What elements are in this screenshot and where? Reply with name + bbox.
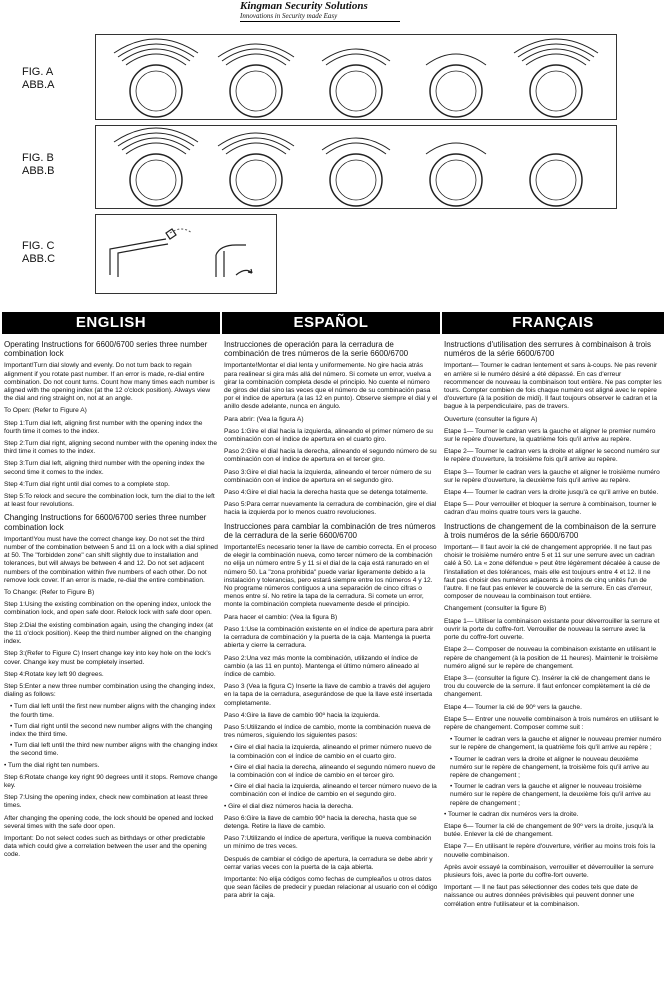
fig-b-subtitle: ABB.B <box>22 165 55 177</box>
brand-tagline: Innovations in Security made Easy <box>240 12 338 20</box>
espanol-change-step-2: Paso 2:Una vez más monte la combinación, utilizando el índice de cambio (a las 11 en punto). Mantenga el último número alineado al índice de cambio. <box>224 654 419 678</box>
espanol-step-4: Paso 4:Gire el dial hacia la derecha hasta que se detenga totalmente. <box>224 489 428 497</box>
english-step-4: Step 4:Turn dial right until dial comes to a complete stop. <box>4 480 170 488</box>
espanol-step-1: Paso 1:Gire el dial hacia la izquierda, alineando el primer número de su combinación con el índice de apertura en el cuarto giro. <box>224 427 433 444</box>
english-to-open: To Open: (Refer to Figure A) <box>4 407 87 415</box>
rotation-arrows <box>114 128 486 154</box>
fig-c-title: FIG. C <box>22 240 55 252</box>
francais-change-step-4: Etape 4— Tourner la clé de 90º vers la gauche. <box>444 703 582 711</box>
francais-change-step-2: Etape 2— Composer de nouveau la combinaison existante en utilisant le repère de changement (à la position de 11 heures). Maintenir le troisième numéro aligné sur le repère de changement. <box>444 646 658 670</box>
francais-to-open: Ouverture (consulter la figure A) <box>444 415 538 423</box>
espanol-change-step-3: Paso 3 (Vea la figura C) Inserte la llave de cambio a través del agujero en la tapa de la cerradura, asegurándose de que la llave esté insertada completamente. <box>224 683 433 707</box>
espanol-bullet-1: • Gire el dial hacia la izquierda, alineando el primer número nuevo de la combinación con el índice de cambio en el cuarto giro. <box>230 744 432 760</box>
brand-name: Kingman Security Solutions <box>240 0 368 12</box>
english-change-important: Important!You must have the correct change key. Do not set the third number of the combination between 5 and 11 on a lock with a dial splined at 50. The "forbidden zone" can shift slightly due to installation and tolerances, but will always be between 4 and 12. Do not set adjacent numbers of the combination within five numbers of each other. Do not remove lock cover. If an error is made, re-dial the entire combination. <box>4 535 218 584</box>
espanol-to-open: Para abrir: (Vea la figura A) <box>224 415 304 423</box>
english-after-change: After changing the opening code, the lock should be opened and locked several times with the safe door open. <box>4 814 214 830</box>
espanol-change-important: Importante!Es necesario tener la llave de cambio correcta. En el proceso de elegir la combinación nueva, como tercer número de la combinación no elija un número entre 5 y 11 si el dial de la caja está ranurado en el número 50. La "zona prohibida" puede variar ligeramente debido a la instalación y tolerancias, pero estará siempre entre los números 4 y 12. No programe números contiguos a una separación de cinco cifras o menos entre sí. No retire la tapa de la cerradura. Si comete un error, monte la combinación completa nuevamente desde el principio. <box>224 544 437 609</box>
english-bullet-3: • Turn dial left until the third new number aligns with the changing index the second time. <box>10 742 218 758</box>
fig-a-label <box>22 66 54 92</box>
change-key-icon <box>110 229 252 277</box>
english-change-step-3: Step 3:(Refer to Figure C) Insert change key into key hole on the lock's cover. Change key must be completely inserted. <box>4 650 211 666</box>
espanol-to-change: Para hacer el cambio: (Vea la figura B) <box>224 613 338 621</box>
english-bullet-2: • Turn dial right until the second new number aligns with the changing index the third time. <box>10 722 213 738</box>
espanol-change-step-5: Paso 5:Utilizando el índice de cambio, monte la combinación nueva de tres números, siguiendo los siguientes pasos: <box>224 723 431 740</box>
francais-bullet-2: • Tourner le cadran vers la droite et aligner le nouveau deuxième numéro sur le repère de changement, la troisième fois qu'il arrive au repère de changement ; <box>450 755 649 779</box>
francais-change-step-7: Etape 7— En utilisant le repère d'ouverture, vérifier au moins trois fois la nouvelle combinaison. <box>444 843 656 859</box>
english-heading: ENGLISH <box>2 312 220 334</box>
francais-operating-heading: Instructions d'utilisation des serrures à combinaison à trois numéros de la série 6600/6700 <box>444 340 651 359</box>
espanol-changing-heading: Instrucciones para cambiar la combinación de tres números de la cerradura de la serie 6600/6700 <box>224 521 436 540</box>
espanol-column <box>224 340 438 998</box>
espanol-bullet-3: • Gire el dial hacia la izquierda, alineando el tercer número nuevo de la combinación con el índice de cambio en el segundo giro. <box>230 783 437 799</box>
francais-important: Important— Tourner le cadran lentement et sans à-coups. Ne pas revenir en arrière si le numéro désiré a été dépassé. En cas d'erreur recommencer de nouveau la combinaison tout entière. Ne pas compter les tours. Compter combien de fois chaque numéro est aligné avec le repère d'ouverture (à la position de midi). Il faut toujours observer le cadran et la bague à la perpendiculaire, pas de travers. <box>444 362 662 411</box>
english-step-1: Step 1:Turn dial left, aligning first number with the opening index the fourth time it comes to the index. <box>4 419 203 435</box>
english-step-5: Step 5:To relock and secure the combination lock, turn the dial to the left at least four revolutions. <box>4 493 215 509</box>
francais-change-step-5: Etape 5— Entrer une nouvelle combinaison à trois numéros en utilisant le repère de changement. Composer comme suit : <box>444 715 659 731</box>
english-change-step-1: Step 1:Using the existing combination on the opening index, unlock the combination lock, and open safe door. Relock lock with safe door open. <box>4 601 212 617</box>
figure-b <box>95 125 617 209</box>
english-step-2: Step 2:Turn dial right, aligning second number with the opening index the third time it comes to the index. <box>4 440 218 456</box>
english-important: Important!Turn dial slowly and evenly. Do not turn back to regain alignment if you rotate past number. If an error is made, re-dial entire combination. Do not count turns. Count how many times each number is aligned with the opening index (at the 12 o'clock position). Always view the dial and ring straight on, not at an angle. <box>4 362 215 403</box>
change-key-illustration <box>96 215 276 293</box>
espanol-important-codes: Importante: No elija códigos como fechas de cumpleaños u otros datos que sean fáciles de predecir y puedan relacionar al usuario con el código para abrir la caja. <box>224 875 438 900</box>
francais-change-step-1: Etape 1— Utiliser la combinaison existante pour déverrouiller la serrure et ouvrir la porte du coffre-fort. Verrouiller de nouveau la serrure avec la porte du coffre-fort ouverte. <box>444 617 660 642</box>
espanol-heading: ESPAÑOL <box>222 312 440 334</box>
english-operating-heading: Operating Instructions for 6600/6700 series three number combination lock <box>4 340 208 359</box>
fig-c-label <box>22 240 55 266</box>
english-step-3: Step 3:Turn dial left, aligning third number with the opening index the second time it comes to the index. <box>4 460 205 476</box>
english-important-codes: Important: Do not select codes such as birthdays or other predictable data which could give a correlation between the user and the opening code. <box>4 834 207 859</box>
francais-column <box>444 340 662 998</box>
fig-a-subtitle: ABB.A <box>22 79 55 91</box>
francais-important-codes: Important — Il ne faut pas sélectionner des codes tels que date de naissance ou autres données prévisibles qui peuvent donner une corrélation entre l'utilisateur et la combinaison. <box>444 884 638 908</box>
espanol-after-change: Después de cambiar el código de apertura, la cerradura se debe abrir y cerrar varias veces con la puerta de la caja abierta. <box>224 855 433 871</box>
english-bullet-1: • Turn dial left until the first new number aligns with the changing index the fourth time. <box>10 703 216 719</box>
francais-step-4: Etape 4— Tourner le cadran vers la droite jusqu'à ce qu'il arrive en butée. <box>444 489 659 497</box>
espanol-bullet-4: • Gire el dial diez números hacia la derecha. <box>224 802 354 810</box>
rotation-arrows <box>114 39 598 65</box>
english-column <box>4 340 218 998</box>
english-change-step-7: Step 7:Using the opening index, check new combination at least three times. <box>4 794 208 810</box>
espanol-step-5: Paso 5:Para cerrar nuevamente la cerradura de combinación, gire el dial hacia la izquierda por lo menos cuatro revoluciones. <box>224 501 437 517</box>
english-change-step-6: Step 6:Rotate change key right 90 degrees until it stops. Remove change key. <box>4 773 218 789</box>
dial-icon <box>130 65 582 117</box>
espanol-change-step-7: Paso 7:Utilizando el índice de apertura, verifique la nueva combinación un mínimo de tres veces. <box>224 835 432 851</box>
espanol-operating-heading: Instrucciones de operación para la cerradura de combinación de tres números de la serie 6600/6700 <box>224 340 409 359</box>
francais-bullet-4: • Tourner le cadran dix numéros vers la droite. <box>444 810 579 818</box>
figure-a <box>95 34 617 120</box>
fig-a-title: FIG. A <box>22 66 54 78</box>
figure-a-dials <box>96 35 616 119</box>
francais-change-step-6: Etape 6— Tourner la clé de changement de 90º vers la droite, jusqu'à la butée. Enlever la clé de changement. <box>444 822 654 839</box>
english-change-step-4: Step 4:Rotate key left 90 degrees. <box>4 670 104 678</box>
figure-c <box>95 214 277 294</box>
logo-underline <box>240 21 400 22</box>
espanol-change-step-6: Paso 6:Gire la llave de cambio 90º hacia la derecha, hasta que se detenga. Retire la llave de cambio. <box>224 814 417 830</box>
francais-bullet-1: • Tourner le cadran vers la gauche et aligner le nouveau premier numéro sur le repère de changement, la quatrième fois qu'il arrive au repère ; <box>450 736 662 752</box>
francais-to-change: Changement (consulter la figure B) <box>444 605 547 613</box>
espanol-step-2: Paso 2:Gire el dial hacia la derecha, alineando el segundo número de su combinación con el índice de apertura en el tercer giro. <box>224 448 437 464</box>
espanol-important: Importante!Montar el dial lenta y uniformemente. No gire hacia atrás para realinear si gira más allá del número. Si comete un error, vuelva a girar la combinación completa desde el principio. No cuente el número de giros del dial sino las veces que el número de su combinación pasa por el índice de apertura (a las 12 en punto). Observe siempre el dial y el anillo desde adelante, nunca en ángulo. <box>224 362 438 411</box>
francais-changing-heading: Instructions de changement de la combinaison de la serrure à trois numéros de la série 6600/6700 <box>444 521 657 540</box>
english-bullet-4: • Turn the dial right ten numbers. <box>4 761 100 769</box>
francais-change-important: Important— Il faut avoir la clé de changement appropriée. Il ne faut pas choisir le troisième numéro entre 5 et 11 sur une serrure avec un cadran calé à 50. La « zone défendue » peut être légèrement décalée à cause de l'installation et des tolérances, mais elle est toujours entre 4 et 12. Il ne faut pas choisir des numéros adjacents à moins de cinq unités l'un de l'autre. Il ne faut pas enlever le couvercle de la serrure. En cas d'erreur, composer de nouveau la combinaison tout entière. <box>444 544 660 601</box>
francais-step-2: Etape 2— Tourner le cadran vers la droite et aligner le second numéro sur le repère d'ouverture, la troisième fois qu'il arrive au repère. <box>444 448 661 464</box>
francais-step-3: Etape 3— Tourner le cadran vers la gauche et aligner le troisième numéro sur le repère d'ouverture, la deuxième fois qu'il arrive au repère. <box>444 468 660 484</box>
fig-c-subtitle: ABB.C <box>22 253 56 265</box>
espanol-step-3: Paso 3:Gire el dial hacia la izquierda, alineando el tercer número de su combinación con el índice de apertura en el segundo giro. <box>224 468 432 484</box>
francais-step-1: Etape 1— Tourner le cadran vers la gauche et aligner le premier numéro sur le repère d'ouverture, la quatrième fois qu'il arrive au repère. <box>444 427 656 444</box>
english-to-change: To Change: (Refer to Figure B) <box>4 589 95 597</box>
dial-icon <box>130 154 582 206</box>
english-changing-heading: Changing Instructions for 6600/6700 series three number combination lock <box>4 513 207 532</box>
francais-heading: FRANÇAIS <box>442 312 664 334</box>
fig-b-label <box>22 152 54 178</box>
francais-change-step-3: Etape 3— (consulter la figure C). Insérer la clé de changement dans le trou du couvercle de la serrure. Il faut enfoncer complètement la clé de changement. <box>444 674 651 699</box>
english-change-step-2: Step 2:Dial the existing combination again, using the changing index (at the 11 o'clock position). Keep the third number aligned on the changing index. <box>4 621 213 646</box>
espanol-change-step-1: Paso 1:Use la combinación existente en el índice de apertura para abrir la cerradura de combinación y la puerta de la caja. Mantenga la puerta abierta y cierre la cerradura. <box>224 625 434 650</box>
english-change-step-5: Step 5:Enter a new three number combination using the changing index, dialing as follows: <box>4 682 216 699</box>
francais-bullet-3: • Tourner le cadran vers la gauche et aligner le nouveau troisième numéro sur le repère de changement, la deuxième fois qu'il arrive au repère de changement ; <box>450 783 651 807</box>
espanol-change-step-4: Paso 4:Gire la llave de cambio 90º hacia la izquierda. <box>224 711 380 719</box>
brand-logo <box>240 0 410 26</box>
francais-after-change: Après avoir essayé la combinaison, verrouiller et déverrouiller la serrure plusieurs fois, avec la porte du coffre-fort ouverte. <box>444 863 654 879</box>
francais-step-5: Etape 5— Pour verrouiller et bloquer la serrure à combinaison, tourner le cadran d'au moins quatre tours vers la gauche. <box>444 501 657 517</box>
figure-b-dials <box>96 126 616 208</box>
espanol-bullet-2: • Gire el dial hacia la derecha, alineando el segundo número nuevo de la combinación con el índice de cambio en el tercer giro. <box>230 763 436 779</box>
fig-b-title: FIG. B <box>22 152 54 164</box>
